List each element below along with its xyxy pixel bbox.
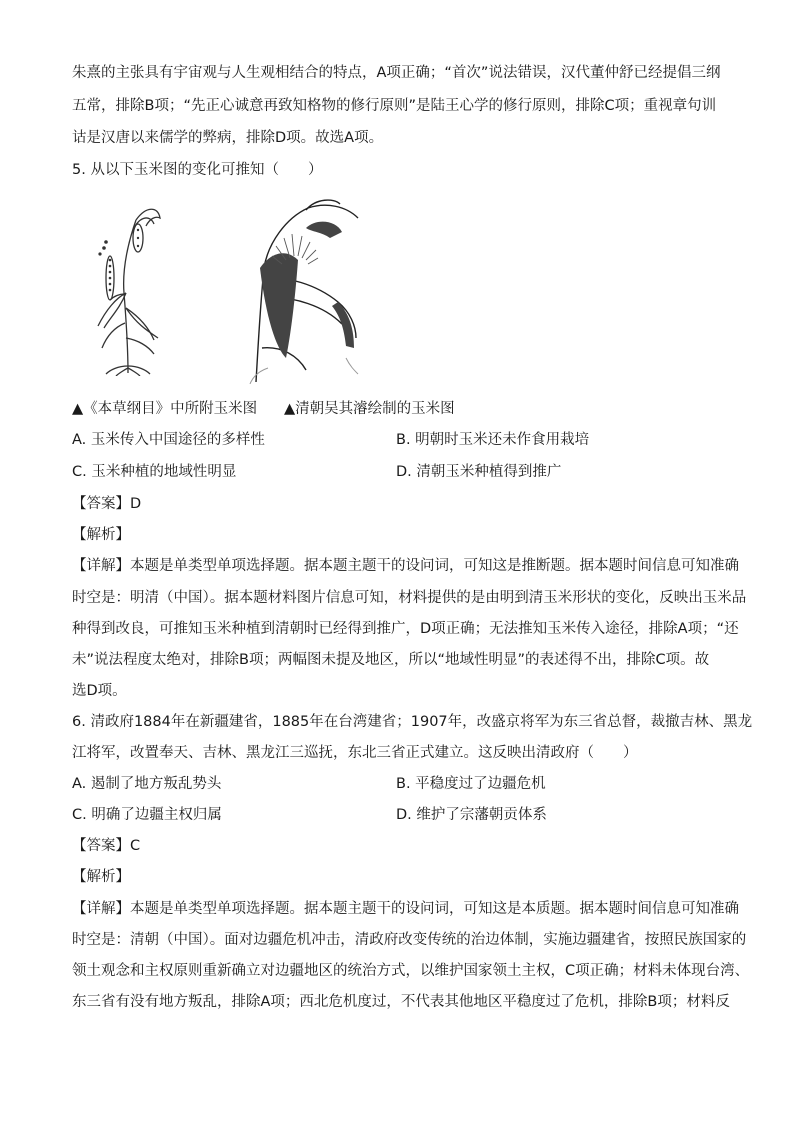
q5-option-a: A. 玉米传入中国途径的多样性: [72, 432, 265, 448]
prev-analysis-line-2: 五常，排除B项；“先正心诚意再致知格物的修行原则”是陆王心学的修行原则，排除C项；重视章句训: [72, 98, 717, 114]
question-5-stem: 5. 从以下玉米图的变化可推知（ ）: [72, 162, 323, 178]
corn-illustration-wu-qijun: [246, 198, 366, 384]
corn-illustration-bencao: [88, 198, 168, 376]
q5-detail-line-5: 选D项。: [72, 683, 127, 699]
q6-detail-line-2: 时空是：清朝（中国）。面对边疆危机冲击，清政府改变传统的治边体制，实施边疆建省，按照民族国家的: [72, 932, 747, 948]
q5-answer: 【答案】D: [72, 496, 142, 512]
q5-option-d: D. 清朝玉米种植得到推广: [396, 464, 562, 480]
q6-analysis-label: 【解析】: [72, 869, 130, 885]
q5-detail-line-4: 未”说法程度太绝对，排除B项；两幅图未提及地区，所以“地域性明显”的表述得不出，排除C项。故: [72, 652, 710, 668]
q5-analysis-label: 【解析】: [72, 527, 130, 543]
q6-option-d: D. 维护了宗藩朝贡体系: [396, 807, 547, 823]
figure-caption-right: ▲清朝吴其濬绘制的玉米图: [284, 401, 455, 417]
q6-detail-line-1: 【详解】本题是单类型单项选择题。据本题主题干的设问词，可知这是本质题。据本题时间信息可知准确: [72, 901, 739, 917]
q5-option-c: C. 玉米种植的地域性明显: [72, 464, 237, 480]
figure-caption-left: ▲《本草纲目》中所附玉米图: [72, 401, 258, 417]
q6-option-a: A. 遏制了地方叛乱势头: [72, 776, 222, 792]
prev-analysis-line-3: 诂是汉唐以来儒学的弊病，排除D项。故选A项。: [72, 130, 384, 146]
q6-option-b: B. 平稳度过了边疆危机: [396, 776, 546, 792]
prev-analysis-line-1: 朱熹的主张具有宇宙观与人生观相结合的特点，A项正确；“首次”说法错误，汉代董仲舒已经提倡三纲: [72, 65, 721, 81]
q6-detail-line-4: 东三省有没有地方叛乱，排除A项；西北危机度过，不代表其他地区平稳度过了危机，排除B项；材料反: [72, 994, 730, 1010]
q5-detail-line-1: 【详解】本题是单类型单项选择题。据本题主题干的设问词，可知这是推断题。据本题时间信息可知准确: [72, 558, 739, 574]
q5-detail-line-3: 种得到改良，可推知玉米种植到清朝时已经得到推广，D项正确；无法推知玉米传入途径，排除A项；“还: [72, 621, 739, 637]
question-6-stem-line-1: 6. 清政府1884年在新疆建省，1885年在台湾建省；1907年，改盛京将军为东三省总督，裁撤吉林、黑龙: [72, 714, 753, 730]
q6-option-c: C. 明确了边疆主权归属: [72, 807, 222, 823]
question-6-stem-line-2: 江将军，改置奉天、吉林、黑龙江三巡抚，东北三省正式建立。这反映出清政府（ ）: [72, 745, 638, 761]
q5-option-b: B. 明朝时玉米还未作食用栽培: [396, 432, 590, 448]
q6-answer: 【答案】C: [72, 838, 141, 854]
q5-detail-line-2: 时空是：明清（中国）。据本题材料图片信息可知，材料提供的是由明到清玉米形状的变化，反映出玉米品: [72, 590, 747, 606]
q6-detail-line-3: 领土观念和主权原则重新确立对边疆地区的统治方式，以维护国家领土主权，C项正确；材料未体现台湾、: [72, 963, 750, 979]
